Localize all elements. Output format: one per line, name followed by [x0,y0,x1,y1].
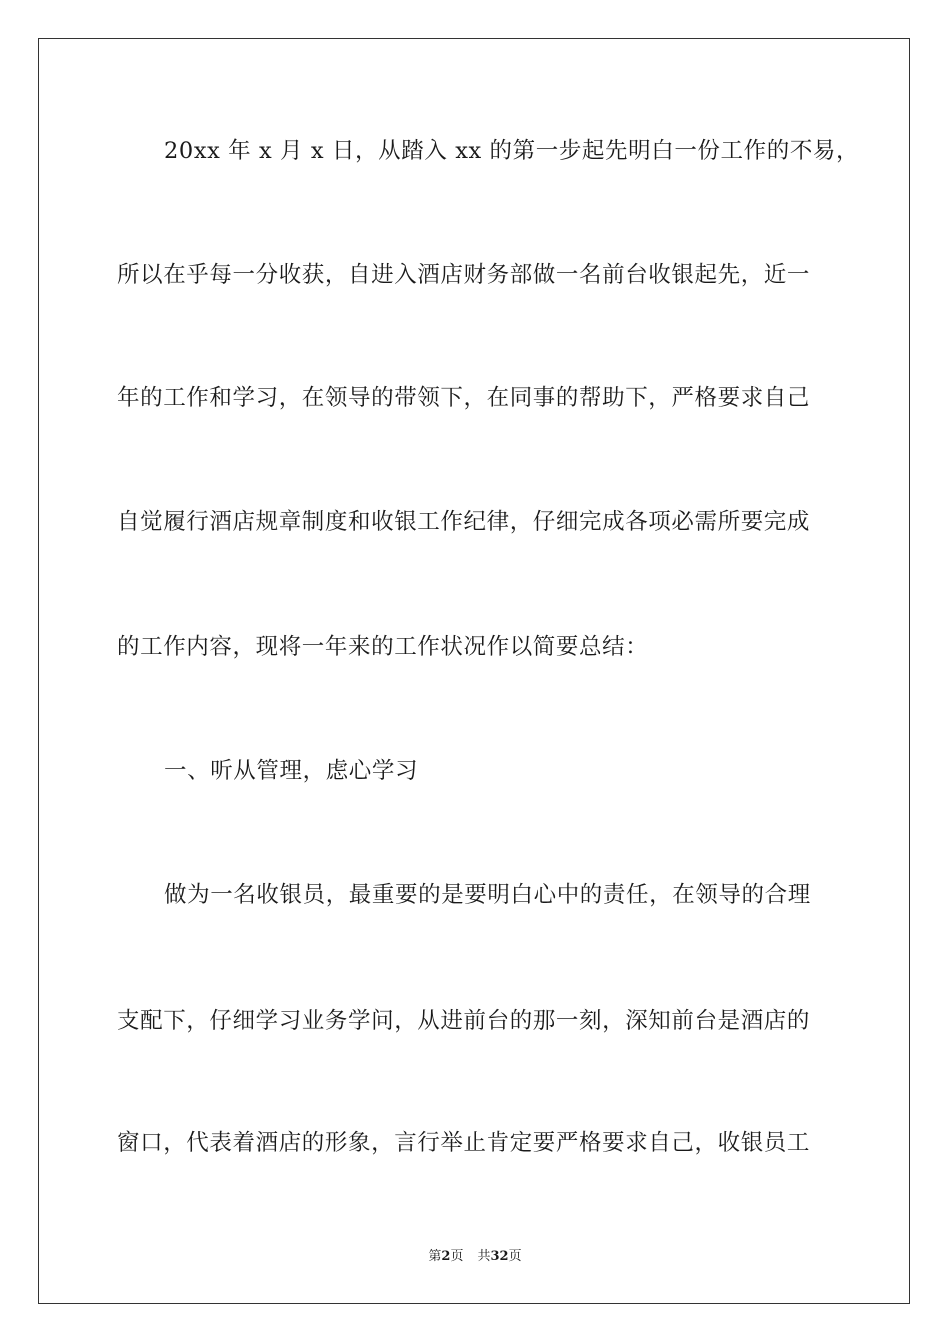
paragraph-1-line-5: 的工作内容，现将一年来的工作状况作以简要总结： [117,634,649,660]
footer-page-number: 2 [441,1249,451,1264]
paragraph-2-line-2: 支配下，仔细学习业务学问，从进前台的那一刻，深知前台是酒店的 [117,1008,811,1034]
footer-total-suffix: 页 [508,1249,522,1264]
section-heading: 一、听从管理，虑心学习 [164,758,419,784]
page-footer [0,1248,950,1266]
paragraph-2-line-3: 窗口，代表着酒店的形象，言行举止肯定要严格要求自己，收银员工 [117,1130,811,1156]
paragraph-1-line-3: 年的工作和学习，在领导的带领下，在同事的帮助下，严格要求自己 [117,385,811,411]
footer-page-suffix: 页 [450,1249,464,1264]
paragraph-1-line-2: 所以在乎每一分收获，自进入酒店财务部做一名前台收银起先，近一 [117,262,811,288]
footer-total-prefix: 共 [477,1249,491,1264]
footer-page-prefix: 第 [428,1249,442,1264]
paragraph-2-line-1: 做为一名收银员，最重要的是要明白心中的责任，在领导的合理 [164,882,811,908]
paragraph-1-line-4: 自觉履行酒店规章制度和收银工作纪律，仔细完成各项必需所要完成 [117,509,811,535]
paragraph-1-line-1: 20xx 年 x 月 x 日，从踏入 xx 的第一步起先明白一份工作的不易， [164,138,860,164]
page-border [38,38,910,1304]
footer-total-pages: 32 [490,1249,509,1264]
